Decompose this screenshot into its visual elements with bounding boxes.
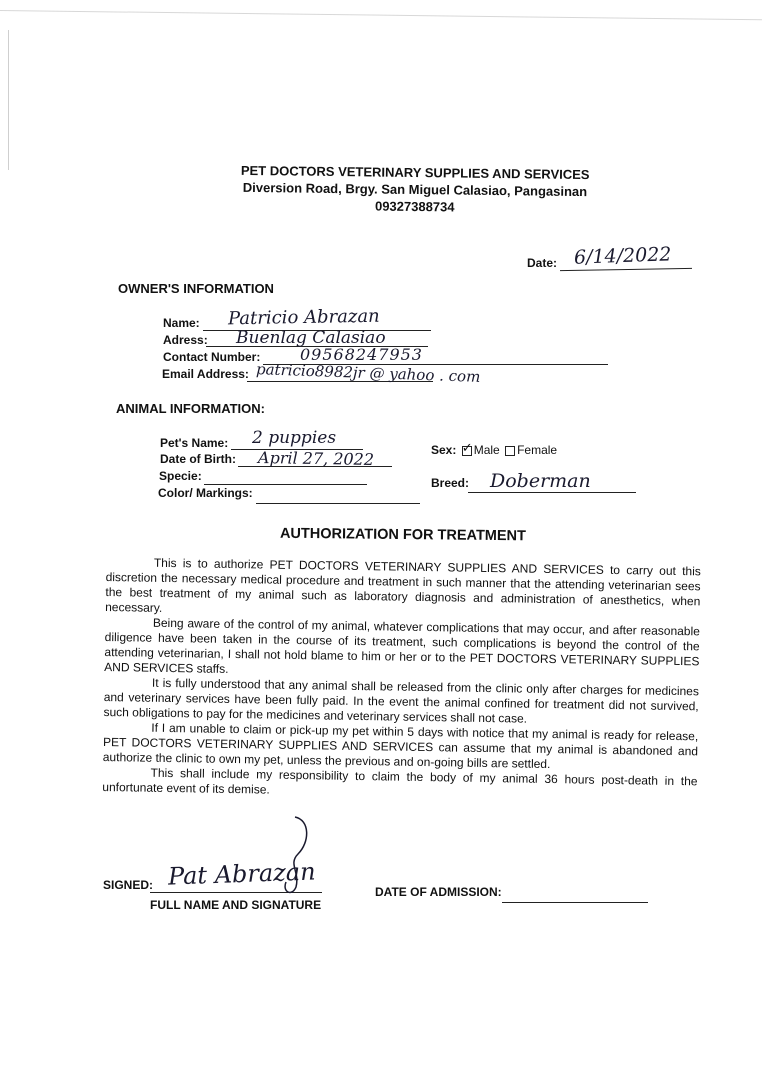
owner-address-label: Adress:: [163, 333, 208, 347]
authorization-paragraph: It is fully understood that any animal shall be released from the clinic only after charges for medicines and veterinary services have been fully paid. In the event the animal confined for treatment did not survived, such obligations to pay for the medicines and veterinary services shall not case.: [103, 675, 700, 726]
authorization-paragraph: Being aware of the control of my animal, whatever complications that may occur, and after reasonable diligence have been taken in the course of its treatment, such complications is beyond the control of the attending veterinarian, I shall not hold blame to him or her or to the PET DOCTORS VETERINARY SUPPLIES AND SERVICES staffs.: [104, 615, 700, 676]
female-checkbox[interactable]: [505, 446, 515, 456]
owner-name-label: Name:: [163, 316, 200, 330]
breed-line: [468, 492, 636, 493]
clinic-name: PET DOCTORS VETERINARY SUPPLIES AND SERVICES: [240, 162, 590, 183]
date-of-admission-line: [502, 902, 648, 903]
owner-heading: OWNER'S INFORMATION: [118, 281, 274, 296]
owner-contact-label: Contact Number:: [163, 350, 261, 364]
male-label: Male: [473, 443, 500, 457]
owner-address-value: Buenlag Calasiao: [236, 328, 386, 348]
owner-email-label: Email Address:: [162, 367, 249, 381]
clinic-header: [190, 161, 641, 217]
pet-name-value: 2 puppies: [252, 428, 337, 448]
date-of-admission-label: DATE OF ADMISSION:: [375, 885, 502, 899]
color-markings-line: [256, 503, 420, 504]
color-markings-label: Color/ Markings:: [158, 486, 253, 500]
signature-flourish-icon: [270, 812, 320, 902]
animal-heading: ANIMAL INFORMATION:: [116, 401, 265, 416]
clinic-address: Diversion Road, Brgy. San Miguel Calasiao, Pangasinan: [242, 179, 588, 200]
breed-value: Doberman: [490, 470, 591, 492]
specie-label: Specie:: [159, 469, 202, 483]
owner-contact-value: 09568247953: [300, 345, 423, 364]
dob-label: Date of Birth:: [160, 452, 236, 466]
authorization-paragraph: If I am unable to claim or pick-up my pet within 5 days with notice that my animal is ready for release, PET DOCTORS VETERINARY SUPPLIES AND SERVICES can assume that my animal is abandoned and authorize the clinic to own my pet, unless the previous and on-going bills are settled.: [102, 720, 699, 772]
specie-line: [204, 484, 367, 485]
authorization-paragraph: This is to authorize PET DOCTORS VETERINARY SUPPLIES AND SERVICES to carry out this discretion the necessary medical procedure and treatment in such manner that the attending veterinarian sees the best treatment of my animal such as laboratory diagnosis and administration of anesthetics, when necessary.: [105, 555, 701, 615]
pet-name-label: Pet's Name:: [160, 436, 229, 450]
owner-name-value: Patricio Abrazan: [227, 305, 380, 330]
owner-email-value: patricio8982jr @ yahoo . com: [255, 360, 481, 386]
male-checkbox[interactable]: ✓: [461, 439, 473, 455]
date-label: Date:: [527, 256, 558, 270]
authorization-body: [102, 555, 701, 804]
sex-label: Sex:: [431, 443, 457, 457]
breed-label: Breed:: [431, 476, 470, 490]
sex-field: [431, 439, 558, 457]
signed-label: SIGNED:: [103, 878, 154, 892]
paper-edge-left: [8, 30, 9, 170]
signature-value: Pat Abrazan: [167, 857, 316, 891]
dob-value: April 27, 2022: [257, 447, 375, 470]
date-value: 6/14/2022: [573, 243, 672, 269]
full-name-signature-label: FULL NAME AND SIGNATURE: [150, 898, 322, 912]
clinic-phone: 09327388734: [374, 198, 455, 215]
authorization-paragraph: This shall include my responsibility to claim the body of my animal 36 hours post-death in the unfortunate event of its demise.: [102, 765, 698, 797]
paper-edge: [0, 10, 762, 20]
female-label: Female: [517, 443, 558, 457]
authorization-title: AUTHORIZATION FOR TREATMENT: [279, 525, 527, 545]
